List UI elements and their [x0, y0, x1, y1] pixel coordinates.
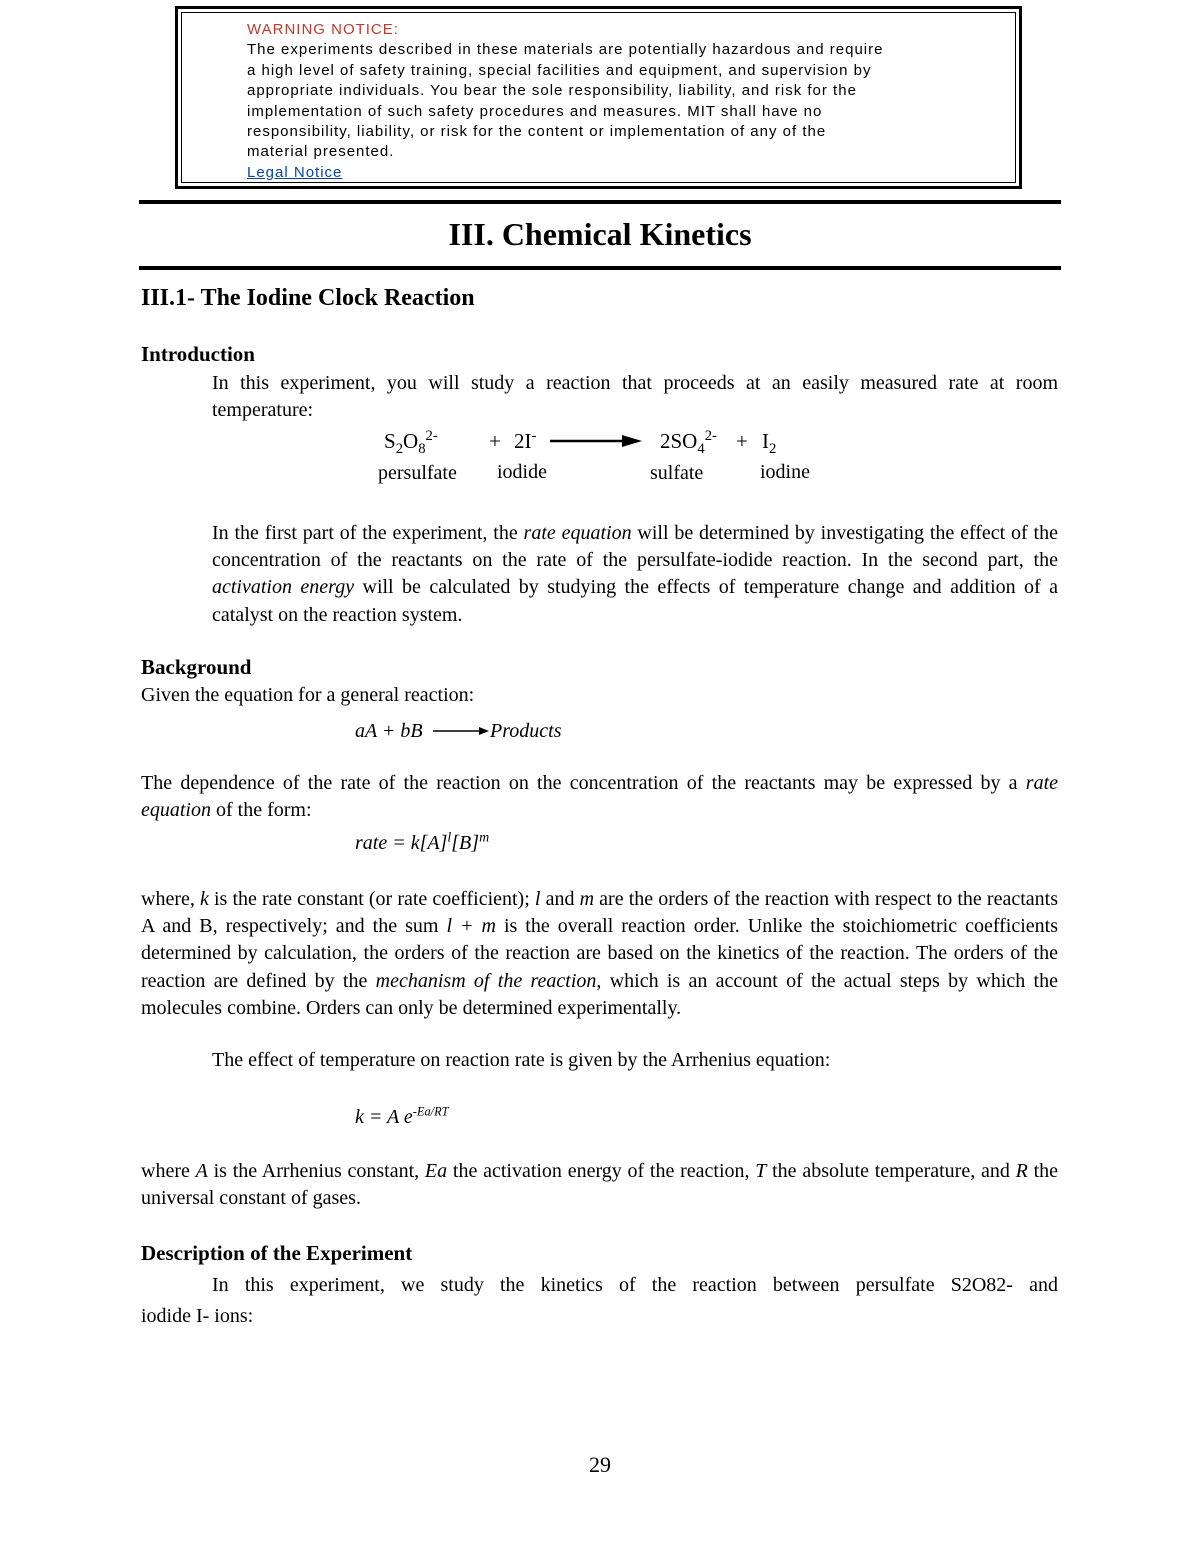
warning-line: material presented.: [247, 143, 395, 161]
legal-notice-link[interactable]: Legal Notice: [247, 163, 343, 181]
rate-equation: rate = $k[A]^l[B]^m$: [355, 830, 490, 854]
general-reaction-rhs: Products: [490, 720, 562, 742]
introduction-heading: Introduction: [141, 342, 255, 366]
reaction-arrow: [550, 433, 642, 449]
warning-line: a high level of safety training, special facilities and equipment, and supervision by: [247, 61, 872, 79]
label-iodine: iodine: [760, 461, 810, 483]
general-reaction-lhs: aA + bB: [355, 720, 423, 742]
page-number: 29: [589, 1452, 611, 1477]
chapter-title: III. Chemical Kinetics: [448, 216, 752, 252]
reactant-iodide: 2I-: [514, 428, 537, 453]
warning-notice-title: WARNING NOTICE:: [247, 21, 399, 38]
plus-sign: +: [736, 429, 748, 453]
plus-sign: +: [489, 429, 501, 453]
background-text: Given the equation for a general reaction:: [141, 684, 475, 706]
arrhenius-explanation: where A is the Arrhenius constant, Ea the activation energy of the reaction, T the absolute temperature, and R the universal constant of gases.: [141, 1160, 1059, 1210]
label-persulfate: persulfate: [378, 462, 457, 484]
general-reaction-arrow: [433, 725, 489, 737]
label-sulfate: sulfate: [650, 462, 704, 484]
introduction-paragraph-2: In the first part of the experiment, the rate equation will be determined by investigating the effect of the concentration of the reactants on the rate of the persulfate-iodide reaction. In the second part, the activation energy will be calculated by studying the effects of temperature change and addition of a catalyst on the reaction system.: [212, 522, 1058, 626]
description-line-2: iodide I- ions:: [141, 1305, 254, 1327]
arrhenius-equation: k = A $e^{-Ea/RT}$: [355, 1104, 449, 1128]
background-heading: Background: [141, 655, 252, 679]
product-iodine: $I_2$: [762, 429, 777, 458]
reactant-persulfate: $S_2O_8^{2-}$: [384, 428, 438, 458]
top-rule: [139, 200, 1061, 204]
label-iodide: iodide: [497, 461, 547, 483]
warning-line: implementation of such safety procedures and measures. MIT shall have no: [247, 102, 823, 120]
warning-line: appropriate individuals. You bear the sole responsibility, liability, and risk for the: [247, 82, 857, 100]
arrhenius-intro: The effect of temperature on reaction rate is given by the Arrhenius equation:: [212, 1049, 831, 1071]
introduction-paragraph: In this experiment, you will study a reaction that proceeds at an easily measured rate at room temperature:: [212, 372, 1058, 422]
rate-equation-explanation: where, k is the rate constant (or rate coefficient); l and m are the orders of the reaction with respect to the reactants A and B, respectively; and the sum l + m is the overall reaction order. Unlike the stoichiometric coefficients determined by calculation, the orders of the reaction are based on the kinetics of the reaction. The orders of the reaction are defined by the mechanism of the reaction, which is an account of the actual steps by which the molecules combine. Orders can only be determined experimentally.: [141, 888, 1059, 1019]
product-sulfate: $2SO_4^{2-}$: [660, 428, 717, 458]
section-title: III.1- The Iodine Clock Reaction: [141, 285, 475, 311]
rate-dependence-paragraph: The dependence of the rate of the reaction on the concentration of the reactants may be expressed by a rate equation of the form:: [141, 772, 1058, 822]
warning-line: The experiments described in these materials are potentially hazardous and require: [247, 41, 884, 59]
bottom-rule: [139, 266, 1061, 270]
warning-line: responsibility, liability, or risk for the content or implementation of any of the: [247, 123, 827, 140]
description-heading: Description of the Experiment: [141, 1241, 413, 1265]
description-line-1: In this experiment, we study the kinetics of the reaction between persulfate S2O82- and: [212, 1274, 1058, 1296]
